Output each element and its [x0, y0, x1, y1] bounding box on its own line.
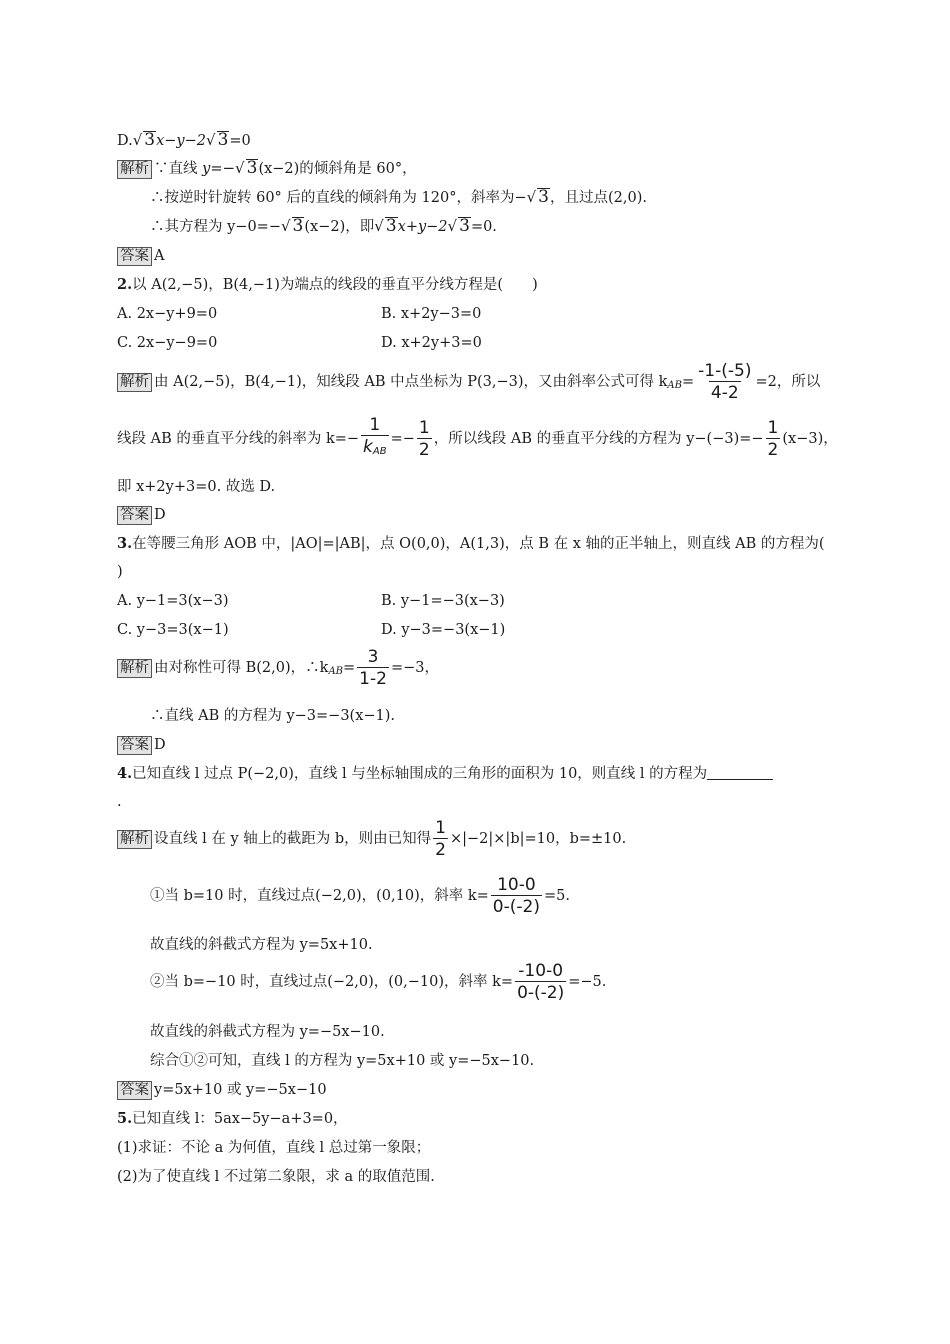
denominator: 0-(-2) — [492, 896, 540, 917]
text: =−3， — [390, 660, 439, 676]
sqrt-value: 3 — [246, 158, 258, 178]
option-d: D. y−3=−3(x−1) — [381, 622, 506, 638]
q2-options-row1 — [117, 304, 482, 324]
text: (1)求证：不论 a 为何值，直线 l 总过第一象限； — [117, 1140, 431, 1156]
question-number: 2. — [117, 276, 133, 293]
q2-analysis-line1 — [117, 360, 820, 408]
question-text: 在等腰三角形 AOB 中，|AO|=|AB|，点 O(0,0)，A(1,3)，点 B 在 x 轴的正半轴上，则直线 AB 的方程为( — [132, 536, 825, 552]
denominator: 0-(-2) — [517, 982, 565, 1003]
denominator: 2 — [435, 839, 446, 860]
q2-analysis-line2 — [117, 415, 838, 463]
fraction — [766, 418, 781, 461]
answer-tag: 答案 — [117, 506, 152, 525]
q4-summary — [150, 1051, 534, 1071]
text: (2)为了使直线 l 不过第二象限，求 a 的取值范围. — [117, 1169, 435, 1185]
text: ∴直线 AB 的方程为 y−3=−3(x−1). — [150, 708, 396, 724]
numerator: -10-0 — [518, 960, 564, 981]
option-c: C. y−3=3(x−1) — [117, 622, 229, 638]
q1-analysis-line1: 解析 ∵直线 y=−√ 3(x−2)的倾斜角是 60°， — [117, 158, 417, 179]
text: =−5. — [568, 974, 607, 990]
text: ①当 b=10 时，直线过点(−2,0)，(0,10)，斜率 k= — [150, 888, 489, 904]
q3-options-row2 — [117, 620, 506, 640]
text: ，所以线段 AB 的垂直平分线的方程为 y−(−3)=− — [433, 431, 764, 447]
expr: x−y−2 — [156, 133, 207, 149]
q4-analysis-line1 — [117, 817, 626, 861]
question-number: 5. — [117, 1110, 133, 1127]
question-number: 4. — [117, 765, 133, 782]
denominator: 2 — [767, 439, 779, 460]
var: k — [363, 437, 373, 457]
sqrt-value: 3 — [217, 130, 229, 150]
q4-case2 — [150, 960, 606, 1004]
q5-stem — [117, 1109, 348, 1129]
analysis-tag: 解析 — [117, 830, 152, 849]
subscript: AB — [328, 666, 344, 677]
numerator: 1 — [418, 417, 430, 438]
answer-tag: 答案 — [117, 736, 152, 755]
answer-blank — [707, 765, 773, 780]
option-a: A. 2x−y+9=0 — [117, 306, 218, 322]
subscript: AB — [372, 446, 387, 457]
numerator: 3 — [367, 646, 379, 667]
q4-case1-result — [150, 935, 373, 955]
text: = — [682, 374, 695, 390]
numerator: -1-(-5) — [698, 360, 752, 381]
fraction — [417, 418, 432, 461]
text: =2，所以 — [755, 374, 821, 390]
question-text: ) — [117, 564, 123, 580]
q2-options-row2 — [117, 333, 482, 353]
q3-answer — [117, 735, 166, 755]
option-label: D. — [117, 133, 133, 149]
q3-options-row1 — [117, 591, 505, 611]
var: y — [202, 161, 211, 177]
expr: x+y−2 — [397, 219, 448, 235]
q4-case2-result — [150, 1022, 385, 1042]
analysis-tag: 解析 — [117, 373, 152, 392]
numerator: 10-0 — [497, 874, 536, 895]
text: =0. — [470, 219, 497, 235]
q4-stem-end — [117, 792, 122, 812]
text: ②当 b=−10 时，直线过点(−2,0)，(0,−10)，斜率 k= — [150, 974, 514, 990]
answer-value: y=5x+10 或 y=−5x−10 — [154, 1082, 327, 1098]
question-text: 以 A(2,−5)，B(4,−1)为端点的线段的垂直平分线方程是( ) — [132, 277, 538, 293]
text: = — [210, 161, 223, 177]
q1-option-d: D.√ 3x−y−2√ 3=0 — [117, 130, 251, 150]
q4-stem — [117, 764, 773, 784]
slope-fraction — [696, 361, 753, 404]
text: (x−2)，即 — [304, 219, 375, 235]
q4-answer — [117, 1080, 327, 1100]
text: =5. — [543, 888, 570, 904]
numerator: 1 — [435, 817, 446, 838]
answer-value: D — [154, 507, 166, 523]
text: 由 A(2,−5)，B(4,−1)，知线段 AB 中点坐标为 P(3,−3)，又由斜率公式可得 k — [154, 374, 668, 390]
text: 线段 AB 的垂直平分线的斜率为 k=− — [117, 431, 360, 447]
slope-fraction — [491, 875, 542, 918]
answer-tag: 答案 — [117, 247, 152, 266]
slope-fraction — [515, 961, 566, 1004]
option-a: A. y−1=3(x−3) — [117, 593, 229, 609]
sqrt-value: 3 — [144, 130, 156, 150]
q1-answer — [117, 246, 164, 266]
text: 综合①②可知，直线 l 的方程为 y=5x+10 或 y=−5x−10. — [150, 1053, 535, 1069]
sqrt-value: 3 — [385, 216, 397, 236]
q2-answer — [117, 505, 166, 525]
answer-value: A — [154, 248, 165, 264]
option-b: B. y−1=−3(x−3) — [381, 593, 505, 609]
q1-analysis-line2: ∴按逆时针旋转 60° 后的直线的倾斜角为 120°，斜率为−√ 3，且过点(2,0). — [150, 187, 647, 207]
fraction — [361, 415, 389, 463]
text: =− — [390, 431, 415, 447]
q3-stem-cont — [117, 562, 123, 582]
text: ×|−2|×|b|=10，b=±10. — [449, 831, 627, 847]
fraction — [433, 818, 448, 861]
question-text: 已知直线 l 过点 P(−2,0)，直线 l 与坐标轴围成的三角形的面积为 10，则直线 l 的方程为 — [132, 766, 708, 782]
denominator — [361, 435, 389, 463]
analysis-tag: 解析 — [117, 659, 152, 678]
option-c: C. 2x−y−9=0 — [117, 335, 218, 351]
answer-value: D — [154, 737, 166, 753]
answer-tag: 答案 — [117, 1081, 152, 1100]
numerator: 1 — [767, 417, 779, 438]
q1-analysis-line3: ∴其方程为 y−0=−√ 3(x−2)，即√ 3x+y−2√ 3=0. — [150, 216, 497, 236]
subscript: AB — [667, 380, 682, 391]
text: 由对称性可得 B(2,0)，∴k — [154, 660, 329, 676]
q5-part2 — [117, 1167, 435, 1187]
text: 故直线的斜截式方程为 y=−5x−10. — [150, 1024, 385, 1040]
q3-analysis-line1 — [117, 646, 439, 694]
q2-analysis-line3 — [117, 477, 275, 497]
text: ，且过点(2,0). — [550, 190, 647, 206]
denominator: 1-2 — [359, 668, 387, 689]
slope-fraction — [357, 647, 389, 690]
option-d: D. x+2y+3=0 — [381, 335, 482, 351]
denominator: 4-2 — [710, 382, 739, 403]
text: ∵直线 — [154, 161, 203, 177]
denominator: 2 — [418, 439, 430, 460]
q4-case1 — [150, 874, 570, 918]
text: 设直线 l 在 y 轴上的截距为 b，则由已知得 — [154, 831, 432, 847]
numerator: 1 — [369, 415, 381, 435]
sqrt-value: 3 — [459, 216, 470, 236]
analysis-tag: 解析 — [117, 160, 152, 179]
text: ∴其方程为 y−0=− — [150, 219, 281, 235]
q5-part1 — [117, 1138, 430, 1158]
text: ∴按逆时针旋转 60° 后的直线的倾斜角为 120°，斜率为− — [150, 190, 527, 206]
text: 即 x+2y+3=0. 故选 D. — [117, 479, 276, 495]
q3-stem — [117, 534, 825, 554]
question-number: 3. — [117, 535, 133, 552]
question-text: . — [117, 794, 122, 810]
text: (x−3)， — [782, 431, 838, 447]
text: (x−2)的倾斜角是 60°， — [258, 161, 417, 177]
text: = — [343, 660, 356, 676]
question-text: 已知直线 l：5ax−5y−a+3=0， — [132, 1111, 348, 1127]
text: 故直线的斜截式方程为 y=5x+10. — [150, 937, 373, 953]
sqrt-value: 3 — [538, 187, 549, 207]
q2-stem — [117, 275, 538, 295]
option-b: B. x+2y−3=0 — [381, 306, 482, 322]
q3-analysis-line2 — [150, 706, 395, 726]
sqrt-value: 3 — [292, 216, 304, 236]
expr: =0 — [229, 133, 251, 149]
